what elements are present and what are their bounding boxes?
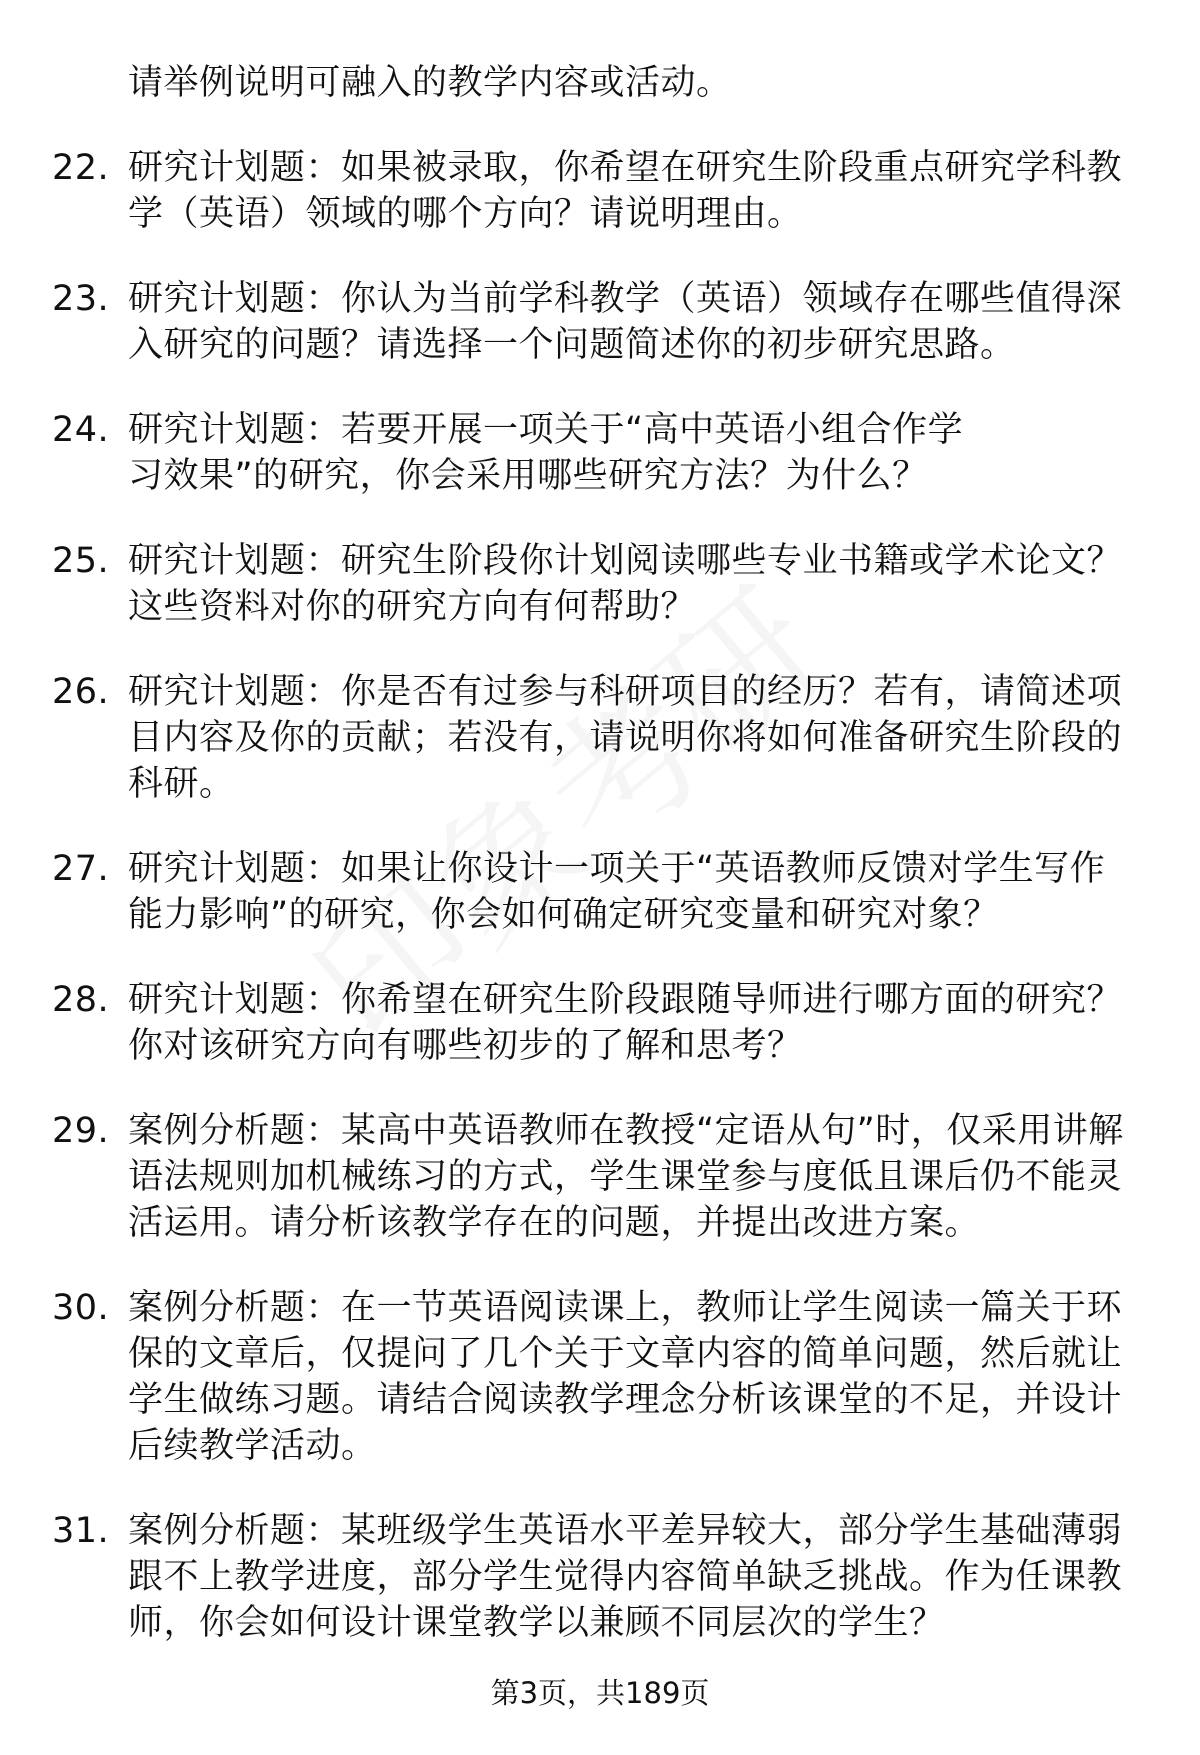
question-text: 案例分析题：在一节英语阅读课上，教师让学生阅读一篇关于环保的文章后，仅提问了几个关于文章内容的简单问题，然后就让学生做练习题。请结合阅读教学理念分析该课堂的不足，并设计后续教学活动。 [128, 1288, 1123, 1466]
question-text: 研究计划题：研究生阶段你计划阅读哪些专业书籍或学术论文？这些资料对你的研究方向有何帮助？ [128, 541, 1123, 627]
question-number: 31. [52, 1511, 110, 1551]
question-number: 23. [52, 279, 110, 319]
question-item [0, 1508, 1200, 1646]
question-item [0, 669, 1200, 807]
question-item [0, 145, 1200, 237]
question-item [0, 977, 1200, 1069]
question-item [0, 276, 1200, 368]
question-number: 26. [52, 672, 110, 712]
question-text: 研究计划题：如果让你设计一项关于“英语教师反馈对学生写作能力影响”的研究，你会如何确定研究变量和研究对象？ [128, 849, 1106, 935]
page-footer: 第3页，共189页 [490, 1676, 710, 1710]
question-number: 29. [52, 1111, 110, 1151]
question-text: 研究计划题：你是否有过参与科研项目的经历？若有，请简述项目内容及你的贡献；若没有，请说明你将如何准备研究生阶段的科研。 [128, 672, 1123, 804]
question-number: 25. [52, 541, 110, 581]
question-number: 28. [52, 980, 110, 1020]
question-number: 22. [52, 148, 110, 188]
question-number: 27. [52, 849, 110, 889]
question-text: 案例分析题：某高中英语教师在教授“定语从句”时，仅采用讲解语法规则加机械练习的方式，学生课堂参与度低且课后仍不能灵活运用。请分析该教学存在的问题，并提出改进方案。 [128, 1111, 1124, 1243]
question-number: 24. [52, 410, 110, 450]
question-list [0, 60, 1200, 1685]
question-item [0, 407, 1200, 499]
question-text: 研究计划题：如果被录取，你希望在研究生阶段重点研究学科教学（英语）领域的哪个方向？请说明理由。 [128, 148, 1123, 234]
question-item [0, 1108, 1200, 1246]
question-item [0, 538, 1200, 630]
question-text: 研究计划题：你认为当前学科教学（英语）领域存在哪些值得深入研究的问题？请选择一个问题简述你的初步研究思路。 [128, 279, 1123, 365]
question-number: 30. [52, 1288, 110, 1328]
question-item [0, 846, 1200, 938]
question-item [0, 1285, 1200, 1469]
question-text: 研究计划题：若要开展一项关于“高中英语小组合作学习效果”的研究，你会采用哪些研究方法？为什么？ [128, 410, 964, 496]
question-text: 研究计划题：你希望在研究生阶段跟随导师进行哪方面的研究？你对该研究方向有哪些初步的了解和思考？ [128, 980, 1123, 1066]
question-text: 案例分析题：某班级学生英语水平差异较大，部分学生基础薄弱跟不上教学进度，部分学生觉得内容简单缺乏挑战。作为任课教师，你会如何设计课堂教学以兼顾不同层次的学生？ [128, 1511, 1123, 1643]
question-continuation [0, 60, 1200, 106]
question-text: 请举例说明可融入的教学内容或活动。 [128, 63, 732, 103]
